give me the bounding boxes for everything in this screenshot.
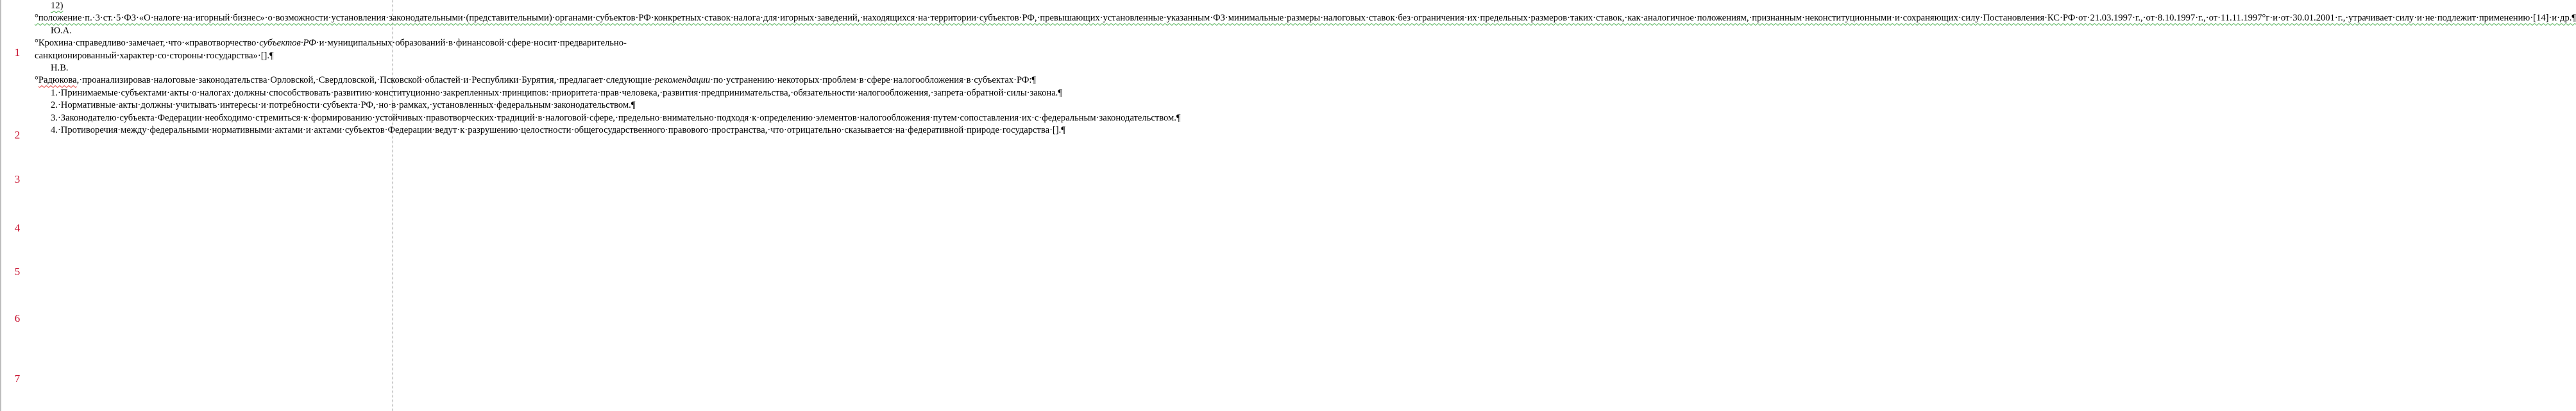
- paragraph-5-text: 2.·Нормативные·акты·должны·учитывать·интересы·и·потребности·субъекта·РФ,·но·в·рамках,·установленных·федеральным·законодательством.¶: [51, 100, 636, 111]
- paragraph-3: [35, 62, 1037, 87]
- paragraph-2-text-a: Ю.А.°Крохина·справедливо·замечает,·что·«правотворчество·: [35, 25, 260, 49]
- paragraph-3-text-a: Н.В.°: [35, 63, 69, 86]
- paragraph-2: [35, 25, 627, 62]
- line-number-6: 6: [14, 312, 21, 324]
- document-body[interactable]: [35, 0, 2576, 137]
- paragraph-4-text: 1.·Принимаемые·субъектами·акты·о·налогах·должны·способствовать·развитию·конституционно·закрепленных·принципов:·приоритета·прав·человека,·развития·предпринимательства,·обязательности·налогообложения,·запрета·обратной·силы·закона.¶: [51, 87, 1062, 98]
- line-number-7: 7: [14, 373, 21, 385]
- paragraph-6-text: 3.·Законодателю·субъекта·Федерации·необходимо·стремиться·к·формированию·устойчивых·правотворческих·традиций·в·налоговой·сфере,·предельно·внимательно·подходя·к·определению·элементов·налогообложения·путем·сопоставления·их·с·федеральным·законодательством.¶: [51, 112, 1181, 123]
- line-number-1: 1: [14, 46, 21, 58]
- paragraph-3-italic: рекомендации: [654, 75, 711, 86]
- paragraph-2-text-c: ·и·муниципальных·образований·в·финансовой·сфере·носит·предварительно-санкционированный·характер·со·стороны·государства»·[].¶: [35, 38, 627, 61]
- paragraph-7: [35, 124, 1065, 137]
- paragraph-3-text-e: ·по·устранению·некоторых·проблем·в·сфере·налогообложения·в·субъектах·РФ:¶: [710, 75, 1037, 86]
- left-page-edge: [0, 0, 1, 411]
- line-number-3: 3: [14, 173, 21, 185]
- line-number-2: 2: [14, 129, 21, 141]
- paragraph-1-text: 12)°положение·п.·3·ст.·5·ФЗ·«О·налоге·на·игорный·бизнес»·о·возможности·установления·законодательными·(представительными)·органами·субъектов·РФ·конкретных·ставок·налога·для·игорных·заведений,·находящихся·на·территории·субъектов·РФ,·превышающих·установленные·указанным·ФЗ·минимальные·размеры·налоговых·ставок·без·ограничения·их·предельных·размеров·таких·ставок,·как·аналогичное·положениям,·признанным·неконституционными·и·сохраняющих·силу·Постановления·КС·РФ·от·21.03.1997·г.,·от·8.10.1997·г.,·от·11.11.1997°г·и·от·30.01.2001·г.,·утрачивает·силу·и·не·подлежит·применению·[14]·и·др.¶: [35, 1, 2576, 24]
- paragraph-4: [35, 87, 1062, 99]
- line-number-4: 4: [14, 222, 21, 234]
- paragraph-2-italic: субъектов·РФ: [259, 38, 316, 49]
- paragraph-7-text: 4.·Противоречия·между·федеральными·нормативными·актами·и·актами·субъектов·Федерации·ведут·к·разрушению·целостности·общегосударственного·правового·пространства,·что·отрицательно·сказывается·на·федеративной·природе·государства·[].¶: [51, 125, 1065, 136]
- line-number-5: 5: [14, 265, 21, 278]
- paragraph-6: [35, 112, 1181, 124]
- paragraph-1: [35, 0, 2576, 25]
- paragraph-3-spell-error: Радюкова: [38, 75, 77, 86]
- paragraph-5: [35, 99, 636, 112]
- paragraph-3-text-c: ,·проанализировав·налоговые·законодательства·Орловской,·Свердловской,·Псковской·областей·и·Республики·Бурятия,·предлагает·следующие·: [76, 75, 655, 86]
